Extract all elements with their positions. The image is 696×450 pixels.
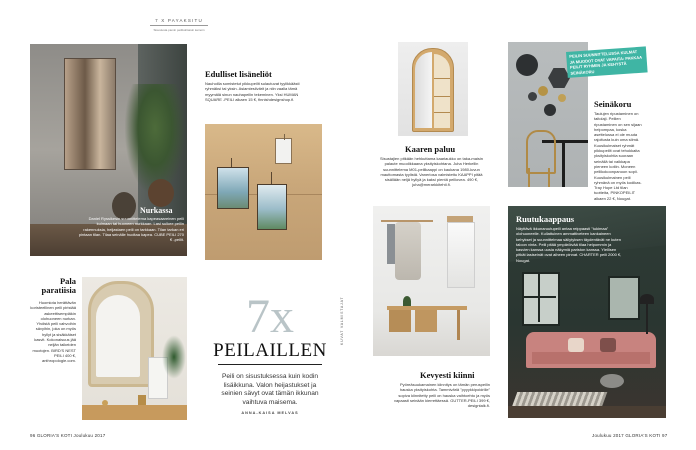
corner-mirror (64, 58, 116, 170)
title-rule (218, 364, 322, 365)
ruutu-body: Näyttävä ikkunaruutupeili antaa reippaasti "tukimaa" olohuoneelle. Kullattuinen ammattiveteen kankaineen kehykset ja suunnittelmaa säilytyksen täydentävät ne kuten taloon vinta. Peili pitää ympäröivää tilaa helpommin ja kasvien kanssa uusia näkymiä pariston kanssa. Ylellisen pitkät lasiseinät ovat aiheen pinnat. CHARTER peili 2000 €, Nougat. (516, 226, 622, 263)
seinakoru-body: Taulujen ripustaminen on taitolaji. Peilien ripustaminen on sen sijaan helpompaa, koska asettelussa ei ole muuta rajoitusta kuin oma silmä. Kuusikulmaiset ryhmät pikkupeilit ovat tehokkaita yksityiskohtia suoraan seinällä tai vaikkapa pieneen kotiin. Moneen peilikokoonpanoon sopii. Kuusikulmainen peili ryhmänä on myös kodikas. Tray Hope Ltd tilan tuotteita, PINKOPEILIT alkaen 22 €, Nougat. (594, 111, 642, 201)
photo-edulliset (205, 124, 322, 260)
seinakoru-overlay-label: PEILIN SUUNNITTELUSSA KULMAT JA MUODOT OVAT VAPAITA: PAKKAA PEILIT RYHMIIN JA KEHYSTÄ SEINÄKORU (566, 46, 648, 78)
kevyesti-body: Pyöreäsuukamainen kiinnitys on tämän peruspeilin hauska yksityiskohta. Tammiväriä "pyyykkipoidrille" sopiva kiinnitetty peili on hauska vaihtoehto ja myös vapaasti seinään kierrettäessä. GUTTER-PEILI 399 €, designtalk.fi. (393, 382, 490, 409)
pala-title: Pala paratiisia (41, 276, 76, 295)
header-rule (150, 25, 208, 26)
plant (125, 84, 185, 194)
section-label: 7 X PAYAKSITU (155, 18, 203, 23)
feature-title: PEILAILLEN (213, 340, 327, 361)
hanging-mirror-right (257, 184, 287, 230)
kevyesti-title: Kevyesti kiinni (420, 370, 475, 380)
pala-body: Huomiota herättävän koristeellinen peili piristää askeettisempiäkin olohuoneen nurkan. Yhdistä peili vahvoihin sävyihin, joka on myös hyllyt ja sisäkkäiset kasvit. Kokonaisuus jää neljän taikeiden muotojen. BIRD'S NEST PEILI 400 €, anthropologie.com. (30, 300, 76, 364)
section-tagline: Sisustusta pienin peilikohtaisin keinoin (153, 28, 205, 32)
photo-kaaren (398, 42, 468, 136)
nurkassa-title: Nurkassa (140, 206, 173, 215)
kaaren-title: Kaaren paluu (405, 144, 456, 154)
kaaren-body: Sisustajien pitkään hehkuttama kaariaukko on taka-maisin palaute muodikkaana yksityiskohtana. Juha Herkellin suunnittelema M01-peilikaappi on kaukana 1980-luvun mauttomasta tyylistä. Vaneriosa valmistettu KAAPPI pitää sisällään neljä hyllyä ja kaksi pientä peiliovea. 490 €, juha@merarkkitehti.fi. (380, 156, 483, 188)
hanging-coat (395, 222, 421, 280)
feature-byline: ANNA-KAISA MELVAS (241, 411, 299, 415)
folio-right: Joulukuu 2017 GLORIA'S KOTI 97 (592, 433, 668, 438)
edulliset-title: Edulliset lisäneliöt (205, 69, 272, 79)
photo-kevyesti (373, 206, 490, 356)
edulliset-body: Nauhoilla somistetut pikkupeilit sulautuvat tyylikkäästi ryhmäksi tai yksin. Asiamiesilvärit ja niin vaalia tämä myymälä sinun nauhapeilin tekeminen. Yksi HUMAN SQUARE -PEILI alkaen 15 €, finnishdesignshop.fi. (205, 81, 300, 102)
wicker-chair (526, 130, 556, 174)
nurkassa-body: Daniel Ryssikesin suunnittelema kapeasaareinen peili kulmaan tai huoneen nurkkaan. Lasi sulkee peilin rakennuksia, heijastaen peili on tarkkaan. Tilan tarkan eri pintaan tilan. Tilaa seinälle huoltaa kapea. CUBE PEILI 270 € -peilit. (78, 216, 184, 243)
window-mirror (522, 272, 560, 326)
ruutu-title: Ruutukaappaus (516, 214, 575, 224)
round-mirror (516, 54, 538, 76)
photo-nurkassa (30, 44, 187, 256)
photo-credit: KUVAT VALMISTAJAT (340, 296, 344, 345)
seinakoru-title: Seinäkoru (594, 99, 632, 109)
wall-mirror (447, 222, 475, 288)
folio-left: 96 GLORIA'S KOTI Joulukuu 2017 (30, 433, 106, 438)
section-header (150, 18, 208, 32)
feature-number: 7x (246, 290, 294, 343)
hanging-mirror-left (217, 167, 249, 209)
feature-lede: Peili on sisustuksessa kuin kodin lisäikkuna. Valon heijastukset ja seinien sävyt ovat tämän ikkunan vaihtuva maisema. (221, 373, 319, 406)
photo-pala (82, 277, 187, 420)
